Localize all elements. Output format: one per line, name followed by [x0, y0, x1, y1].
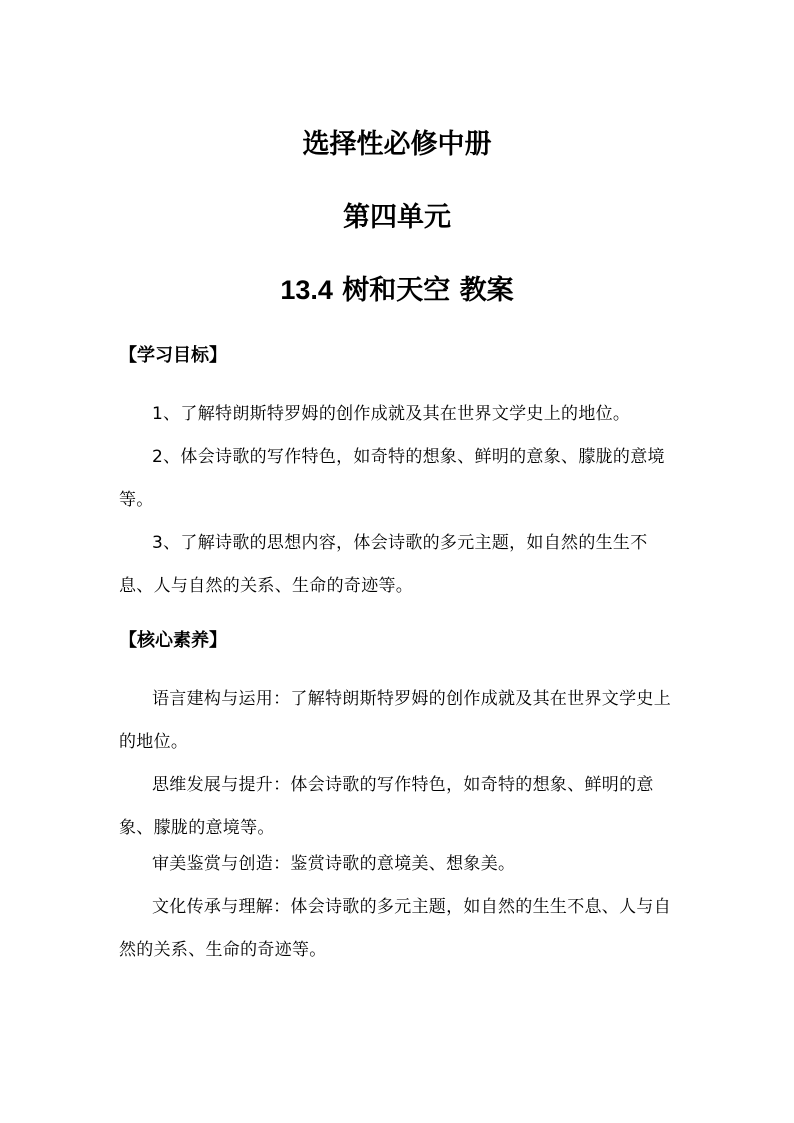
- learning-goal-item: 3、了解诗歌的思想内容，体会诗歌的多元主题，如自然的生生不息、人与自然的关系、生命的奇迹等。: [119, 533, 648, 596]
- book-title: 选择性必修中册: [302, 129, 492, 160]
- learning-goal-item: 1、了解特朗斯特罗姆的创作成就及其在世界文学史上的地位。: [152, 404, 631, 424]
- lesson-name: 树和天空 教案: [342, 275, 514, 306]
- lesson-number: 13.4: [280, 275, 333, 305]
- section-heading-core-literacy: 【核心素养】: [119, 630, 227, 651]
- core-literacy-item: 语言建构与运用：了解特朗斯特罗姆的创作成就及其在世界文学史上的地位。: [119, 689, 671, 752]
- unit-title: 第四单元: [343, 202, 451, 233]
- learning-goal-item: 2、体会诗歌的写作特色，如奇特的想象、鲜明的意象、朦胧的意境等。: [119, 447, 665, 510]
- core-literacy-item: 思维发展与提升：体会诗歌的写作特色，如奇特的想象、鲜明的意象、朦胧的意境等。: [119, 775, 654, 838]
- section-heading-learning-goals: 【学习目标】: [119, 345, 227, 366]
- lesson-title: [0, 272, 794, 309]
- core-literacy-item: 文化传承与理解：体会诗歌的多元主题，如自然的生生不息、人与自然的关系、生命的奇迹等。: [119, 897, 671, 960]
- core-literacy-item: 审美鉴赏与创造：鉴赏诗歌的意境美、想象美。: [152, 854, 516, 874]
